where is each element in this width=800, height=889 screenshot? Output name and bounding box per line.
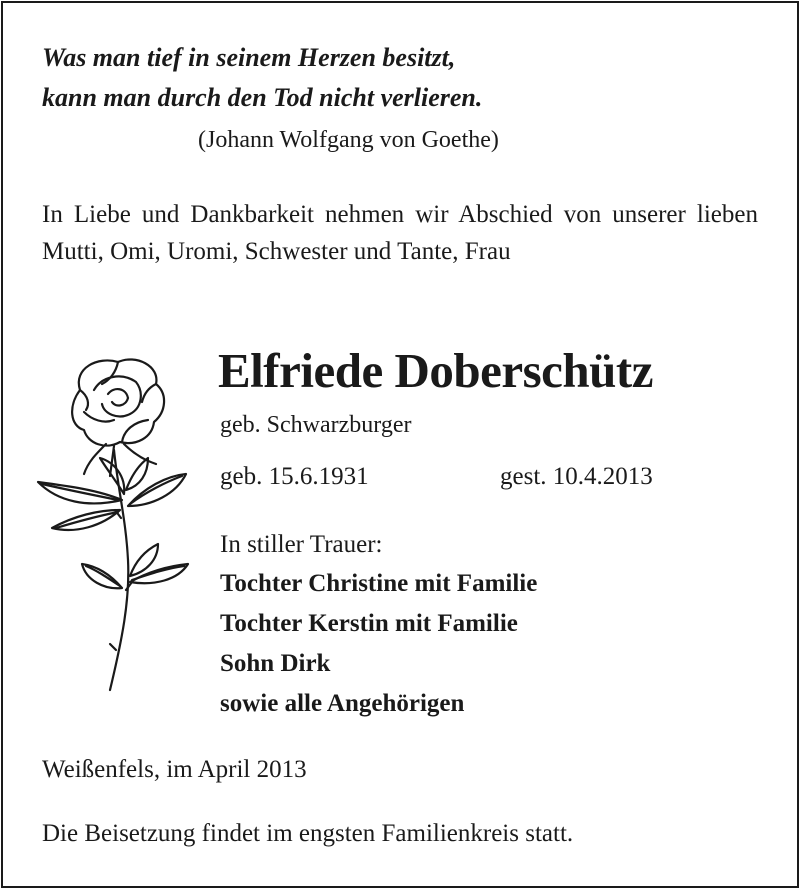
quote-line: kann man durch den Tod nicht verlieren. (42, 83, 483, 112)
place-date: Weißenfels, im April 2013 (42, 756, 307, 783)
quote (42, 38, 742, 118)
funeral-note: Die Beisetzung findet im engsten Familienkreis statt. (42, 820, 574, 847)
quote-author: (Johann Wolfgang von Goethe) (198, 127, 499, 153)
quote-line: Was man tief in seinem Herzen besitzt, (42, 43, 456, 72)
mourner-item: Sohn Dirk (220, 650, 331, 677)
mourner-item: Tochter Christine mit Familie (220, 570, 538, 597)
mourners-list (220, 564, 537, 724)
mourner-item: sowie alle Angehörigen (220, 690, 465, 717)
birth-name: geb. Schwarzburger (220, 412, 412, 438)
rose-icon (18, 350, 208, 710)
birth-date: geb. 15.6.1931 (220, 463, 369, 490)
mourner-item: Tochter Kerstin mit Familie (220, 610, 518, 637)
death-date: gest. 10.4.2013 (500, 463, 653, 490)
intro-text: In Liebe und Dankbarkeit nehmen wir Abschied von unserer lieben Mutti, Omi, Uromi, Schwester und Tante, Frau (42, 201, 758, 265)
deceased-name: Elfriede Doberschütz (218, 343, 653, 398)
mourning-heading: In stiller Trauer: (220, 531, 383, 558)
